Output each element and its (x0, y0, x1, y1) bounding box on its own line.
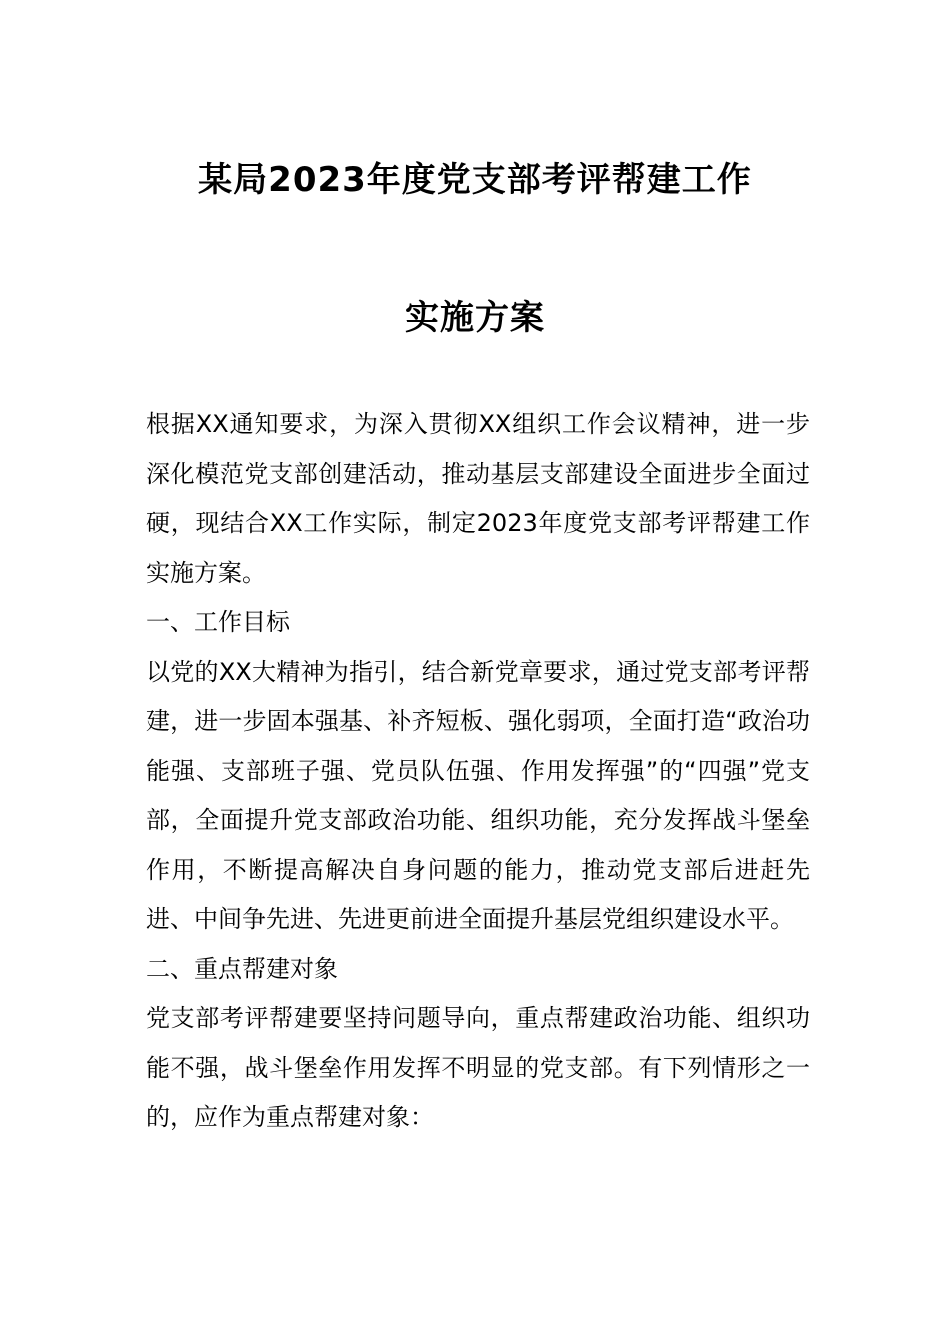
intro-paragraph: 根据XX通知要求，为深入贯彻XX组织工作会议精神，进一步深化模范党支部创建活动，推动基层支部建设全面进步全面过硬，现结合XX工作实际，制定2023年度党支部考评帮建工作实施方案。 (146, 410, 810, 587)
work-goals-paragraph: 以党的XX大精神为指引，结合新党章要求，通过党支部考评帮建，进一步固本强基、补齐短板、强化弱项，全面打造“政治功能强、支部班子强、党员队伍强、作用发挥强”的“四强”党支部，全面提升党支部政治功能、组织功能，充分发挥战斗堡垒作用，不断提高解决自身问题的能力，推动党支部后进赶先进、中间争先进、先进更前进全面提升基层党组织建设水平。 (146, 657, 810, 933)
document-title-line-1: 某局2023年度党支部考评帮建工作 (198, 160, 752, 200)
key-targets-paragraph: 党支部考评帮建要坚持问题导向，重点帮建政治功能、组织功能不强，战斗堡垒作用发挥不明显的党支部。有下列情形之一的，应作为重点帮建对象： (146, 1004, 810, 1131)
section-heading-key-targets: 二、重点帮建对象 (146, 954, 338, 983)
document-title-line-2: 实施方案 (405, 298, 545, 338)
section-heading-work-goals: 一、工作目标 (146, 608, 290, 636)
document-body (146, 400, 810, 1143)
